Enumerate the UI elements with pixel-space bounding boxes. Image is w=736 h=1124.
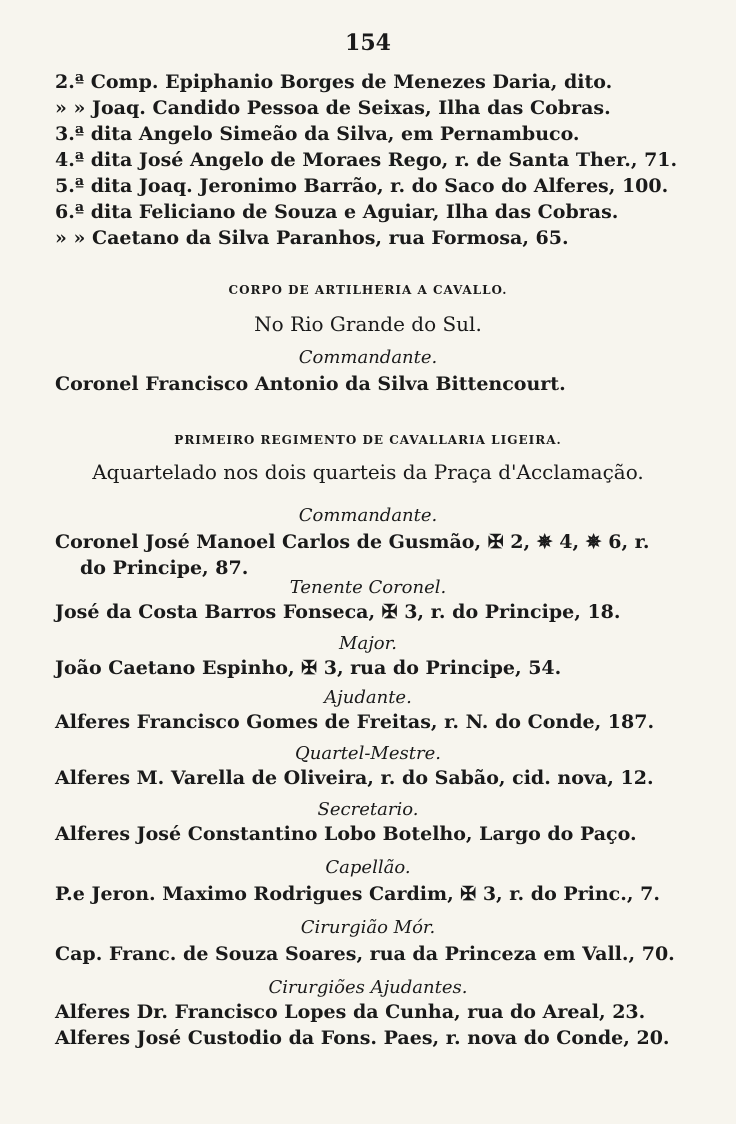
role-title: Cirurgião Mór. (300, 917, 436, 938)
role-title: Capellão. (325, 857, 411, 878)
company-entry: 4.ª dita José Angelo de Moraes Rego, r. de Santa Ther., 71. (55, 149, 678, 171)
person-entry: Alferes José Custodio da Fons. Paes, r. nova do Conde, 20. (55, 1027, 670, 1049)
company-entry: 5.ª dita Joaq. Jeronimo Barrão, r. do Saco do Alferes, 100. (55, 175, 669, 197)
company-entry: 3.ª dita Angelo Simeão da Silva, em Pernambuco. (55, 123, 580, 145)
person-entry: P.e Jeron. Maximo Rodrigues Cardim, ✠ 3, r. do Princ., 7. (55, 883, 660, 905)
page-number: 154 (345, 30, 391, 56)
role-title: Ajudante. (324, 687, 412, 708)
role-title: Tenente Coronel. (289, 577, 447, 598)
person-entry-continued: do Principe, 87. (80, 557, 249, 579)
role-title: Secretario. (317, 799, 419, 820)
section-heading: PRIMEIRO REGIMENTO DE CAVALLARIA LIGEIRA. (174, 433, 562, 447)
person-entry: João Caetano Espinho, ✠ 3, rua do Principe, 54. (55, 657, 562, 679)
person-entry: Alferes Dr. Francisco Lopes da Cunha, rua do Areal, 23. (55, 1001, 646, 1023)
section-location: Aquartelado nos dois quarteis da Praça d'Acclamação. (92, 460, 644, 484)
role-title: Commandante. (298, 347, 438, 368)
person-entry: José da Costa Barros Fonseca, ✠ 3, r. do Principe, 18. (55, 601, 621, 623)
company-entry: » » Caetano da Silva Paranhos, rua Formosa, 65. (55, 227, 569, 249)
company-entry: 2.ª Comp. Epiphanio Borges de Menezes Daria, dito. (55, 71, 613, 93)
person-entry: Alferes M. Varella de Oliveira, r. do Sabão, cid. nova, 12. (55, 767, 654, 789)
section-place: No Rio Grande do Sul. (254, 312, 482, 336)
company-entry: » » Joaq. Candido Pessoa de Seixas, Ilha das Cobras. (55, 97, 611, 119)
role-title: Quartel-Mestre. (295, 743, 441, 764)
role-title: Cirurgiões Ajudantes. (268, 977, 468, 998)
person-entry: Coronel Francisco Antonio da Silva Bittencourt. (55, 373, 566, 395)
person-entry: Cap. Franc. de Souza Soares, rua da Princeza em Vall., 70. (55, 943, 675, 965)
company-entry: 6.ª dita Feliciano de Souza e Aguiar, Ilha das Cobras. (55, 201, 619, 223)
section-heading: CORPO DE ARTILHERIA A CAVALLO. (228, 283, 508, 297)
role-title: Major. (339, 633, 397, 654)
role-title: Commandante. (298, 505, 438, 526)
person-entry: Alferes José Constantino Lobo Botelho, Largo do Paço. (55, 823, 637, 845)
person-entry: Coronel José Manoel Carlos de Gusmão, ✠ 2, ✵ 4, ✵ 6, r. (55, 531, 650, 553)
person-entry: Alferes Francisco Gomes de Freitas, r. N. do Conde, 187. (55, 711, 655, 733)
